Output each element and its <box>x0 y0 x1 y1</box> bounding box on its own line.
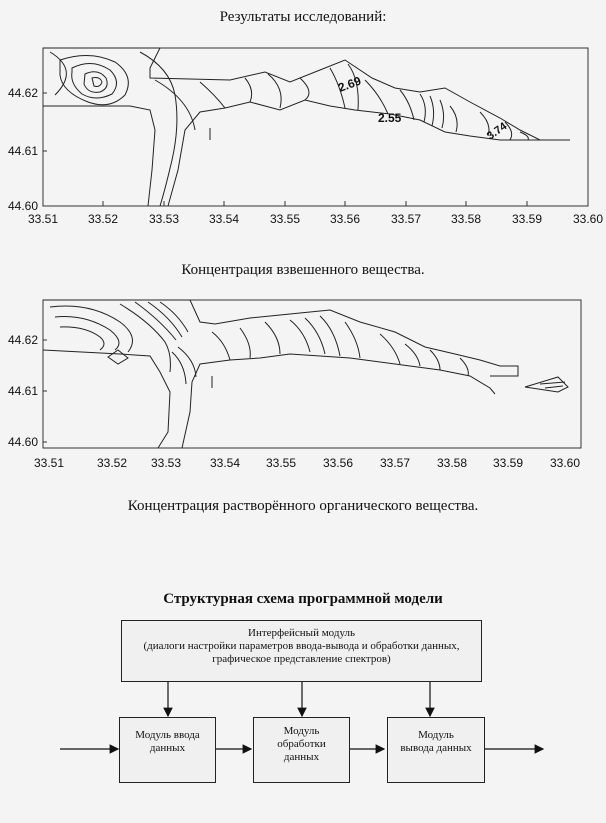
caption-dissolved-organic-matter: Концентрация растворённого органического вещества. <box>127 498 479 514</box>
interface-module-desc-1: (диалоги настройки параметров ввода-вывода и обработки данных, <box>143 640 460 652</box>
processing-module-label-2: обработки <box>277 738 326 750</box>
interface-module-desc-2: графическое представление спектров) <box>212 653 391 665</box>
x-tick-label: 33.60 <box>572 212 604 226</box>
x-tick-label: 33.54 <box>208 212 240 226</box>
x-tick-label: 33.55 <box>265 456 297 470</box>
y-tick-label: 44.60 <box>7 435 38 449</box>
x-tick-label: 33.56 <box>322 456 354 470</box>
x-tick-label: 33.55 <box>269 212 301 226</box>
processing-module-label-3: данных <box>283 751 320 763</box>
x-tick-label: 33.53 <box>148 212 180 226</box>
x-tick-label: 33.52 <box>87 212 119 226</box>
x-tick-label: 33.59 <box>492 456 524 470</box>
input-module-label-1: Модуль ввода <box>135 729 200 741</box>
output-module-box <box>387 717 485 783</box>
schema-title: Структурная схема программной модели <box>163 591 443 607</box>
input-module-box <box>119 717 216 783</box>
x-tick-label: 33.57 <box>390 212 422 226</box>
x-tick-label: 33.58 <box>450 212 482 226</box>
output-module-label-1: Модуль <box>418 729 454 741</box>
contour-label: 3.74 <box>484 120 510 143</box>
x-tick-label: 33.54 <box>209 456 241 470</box>
x-tick-label: 33.52 <box>96 456 128 470</box>
output-module-label-2: вывода данных <box>400 742 472 754</box>
x-tick-label: 33.60 <box>549 456 581 470</box>
contour-label: 2.55 <box>378 111 402 125</box>
y-tick-label: 44.61 <box>7 144 38 158</box>
caption-suspended-matter: Концентрация взвешенного вещества. <box>181 262 425 278</box>
y-tick-label: 44.60 <box>7 199 38 213</box>
interface-module-box <box>121 620 482 682</box>
contour-label: 2.69 <box>336 73 363 95</box>
x-tick-label: 33.53 <box>150 456 182 470</box>
x-tick-label: 33.51 <box>27 212 59 226</box>
x-tick-label: 33.56 <box>329 212 361 226</box>
y-tick-label: 44.62 <box>7 86 38 100</box>
processing-module-label-1: Модуль <box>283 725 320 737</box>
x-tick-label: 33.57 <box>379 456 411 470</box>
input-module-label-2: данных <box>149 742 186 754</box>
x-tick-label: 33.59 <box>511 212 543 226</box>
page-title: Результаты исследований: <box>219 9 387 25</box>
x-tick-label: 33.58 <box>436 456 468 470</box>
processing-module-box <box>253 717 350 783</box>
contour-map-dissolved-organic-matter <box>0 292 606 482</box>
x-tick-label: 33.51 <box>33 456 65 470</box>
y-tick-label: 44.62 <box>7 333 38 347</box>
interface-module-title: Интерфейсный модуль <box>248 627 355 639</box>
plot-frame <box>43 300 581 448</box>
contour-map-suspended-matter <box>0 40 606 240</box>
y-tick-label: 44.61 <box>7 384 38 398</box>
